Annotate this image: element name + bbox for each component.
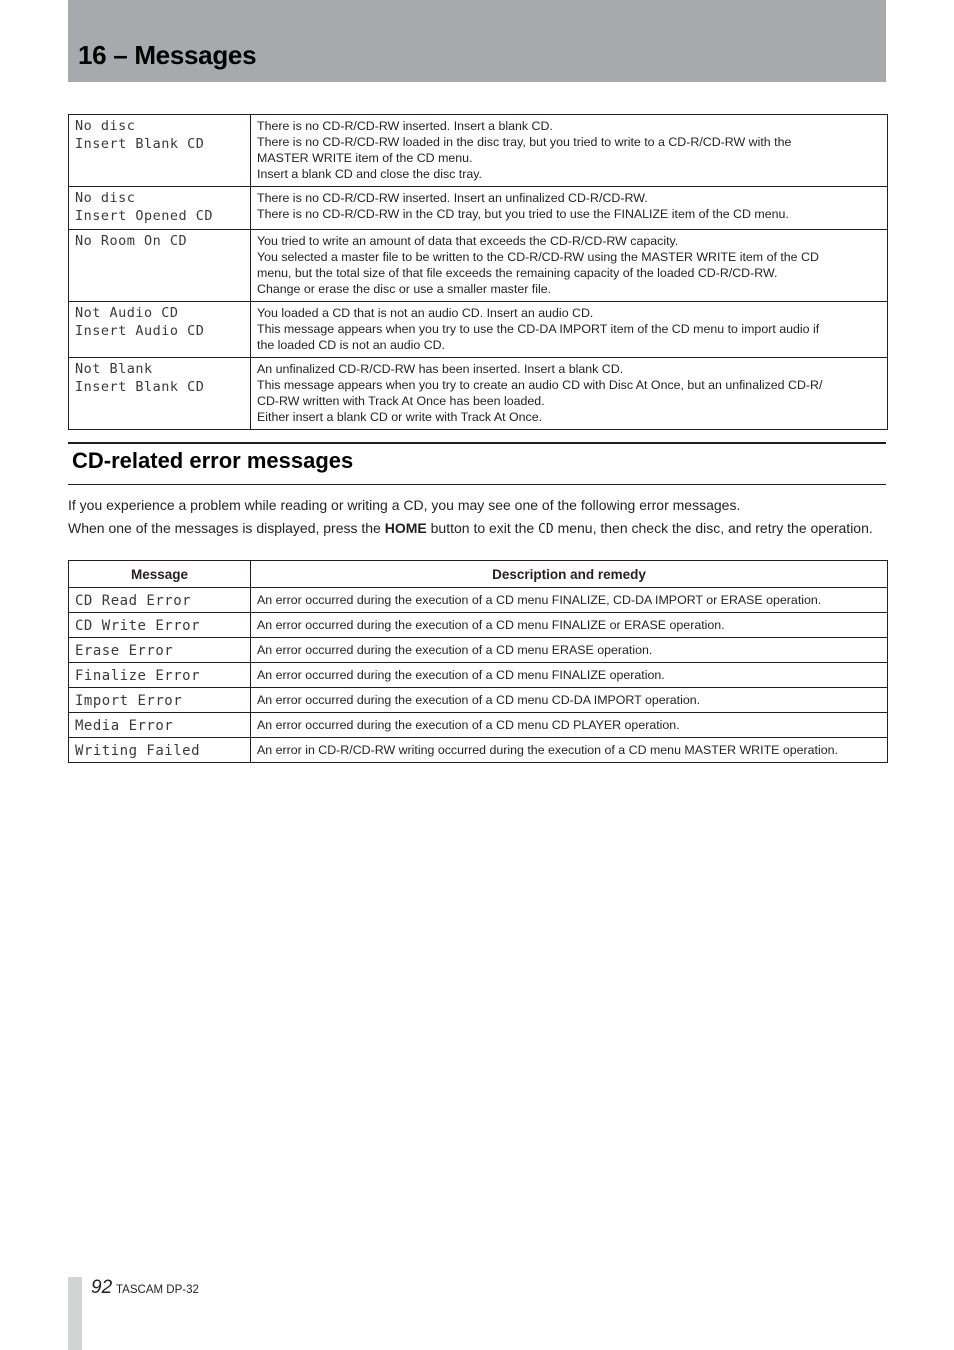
description-line: There is no CD-R/CD-RW in the CD tray, but you tried to use the FINALIZE item of the CD menu. (257, 207, 789, 221)
instruction-text: menu, then check the disc, and retry the operation. (553, 520, 873, 536)
description-cell (251, 115, 888, 187)
message-cell: Writing Failed (69, 738, 251, 763)
description-cell: An error occurred during the execution of a CD menu FINALIZE operation. (251, 663, 888, 688)
table-row (69, 358, 888, 430)
message-line: No disc (75, 190, 136, 206)
description-line: There is no CD-R/CD-RW inserted. Insert an unfinalized CD-R/CD-RW. (257, 191, 648, 205)
instruction-text: button to exit the (426, 520, 539, 536)
table-row (69, 738, 888, 763)
description-cell (251, 230, 888, 302)
table-row (69, 302, 888, 358)
table-row (69, 187, 888, 230)
table-row (69, 115, 888, 187)
section-rule-bottom (68, 484, 886, 485)
table-row (69, 688, 888, 713)
table-row (69, 638, 888, 663)
message-line: Insert Audio CD (75, 323, 205, 339)
table-row (69, 588, 888, 613)
description-cell: An error in CD-R/CD-RW writing occurred during the execution of a CD menu MASTER WRITE operation. (251, 738, 888, 763)
chapter-header (68, 0, 886, 82)
section-rule-top (68, 442, 886, 444)
message-line: Not Blank (75, 361, 153, 377)
messages-table (68, 114, 888, 430)
intro-paragraph: If you experience a problem while reading or writing a CD, you may see one of the following error messages. (68, 497, 741, 513)
description-line: There is no CD-R/CD-RW inserted. Insert a blank CD. (257, 119, 553, 133)
description-line: You loaded a CD that is not an audio CD. Insert an audio CD. (257, 306, 594, 320)
message-cell (69, 187, 251, 230)
description-line: This message appears when you try to use the CD-DA IMPORT item of the CD menu to import audio if (257, 322, 820, 336)
description-line: You tried to write an amount of data that exceeds the CD-R/CD-RW capacity. (257, 234, 679, 248)
description-cell: An error occurred during the execution of a CD menu CD PLAYER operation. (251, 713, 888, 738)
description-cell: An error occurred during the execution of a CD menu FINALIZE or ERASE operation. (251, 613, 888, 638)
description-line: You selected a master file to be written to the CD-R/CD-RW using the MASTER WRITE item of the CD (257, 250, 819, 264)
product-name: TASCAM DP-32 (116, 1284, 199, 1296)
description-cell (251, 358, 888, 430)
message-cell (69, 115, 251, 187)
description-line: This message appears when you try to create an audio CD with Disc At Once, but an unfinalized CD-R/ (257, 378, 823, 392)
table-row (69, 613, 888, 638)
table-row (69, 713, 888, 738)
message-cell: CD Write Error (69, 613, 251, 638)
description-line: the loaded CD is not an audio CD. (257, 338, 446, 352)
table-row (69, 663, 888, 688)
footer-bar (68, 1277, 82, 1350)
message-line: Insert Blank CD (75, 379, 205, 395)
description-cell: An error occurred during the execution of a CD menu CD-DA IMPORT operation. (251, 688, 888, 713)
message-line: Insert Opened CD (75, 208, 214, 224)
errors-table (68, 560, 888, 763)
message-cell: Import Error (69, 688, 251, 713)
description-line: There is no CD-R/CD-RW loaded in the disc tray, but you tried to write to a CD-R/CD-RW with the (257, 135, 792, 149)
message-line: No Room On CD (75, 233, 188, 249)
section-title: CD-related error messages (72, 448, 354, 473)
message-cell (69, 302, 251, 358)
message-line: Not Audio CD (75, 305, 179, 321)
message-line: Insert Blank CD (75, 136, 205, 152)
description-cell: An error occurred during the execution of a CD menu FINALIZE, CD-DA IMPORT or ERASE operation. (251, 588, 888, 613)
message-cell: Media Error (69, 713, 251, 738)
instruction-paragraph (68, 518, 886, 540)
message-cell: Finalize Error (69, 663, 251, 688)
description-line: Either insert a blank CD or write with Track At Once. (257, 410, 543, 424)
page-number: 92 (91, 1277, 113, 1298)
home-key-label: HOME (384, 520, 427, 536)
message-cell (69, 230, 251, 302)
description-line: menu, but the total size of that file exceeds the remaining capacity of the loaded CD-R/CD-RW. (257, 266, 778, 280)
table-header-row (69, 561, 888, 588)
description-line: Insert a blank CD and close the disc tray. (257, 167, 482, 181)
chapter-title: 16 – Messages (78, 40, 257, 70)
table-row (69, 230, 888, 302)
message-cell: CD Read Error (69, 588, 251, 613)
cd-menu-label: CD (538, 522, 554, 537)
description-line: Change or erase the disc or use a smaller master file. (257, 282, 552, 296)
instruction-text: When one of the messages is displayed, press the (68, 520, 385, 536)
message-line: No disc (75, 118, 136, 134)
message-cell: Erase Error (69, 638, 251, 663)
column-header-description: Description and remedy (251, 561, 888, 588)
description-cell: An error occurred during the execution of a CD menu ERASE operation. (251, 638, 888, 663)
column-header-message: Message (69, 561, 251, 588)
description-cell (251, 187, 888, 230)
message-cell (69, 358, 251, 430)
description-line: An unfinalized CD-R/CD-RW has been inserted. Insert a blank CD. (257, 362, 624, 376)
description-cell (251, 302, 888, 358)
description-line: CD-RW written with Track At Once has been loaded. (257, 394, 545, 408)
description-line: MASTER WRITE item of the CD menu. (257, 151, 473, 165)
